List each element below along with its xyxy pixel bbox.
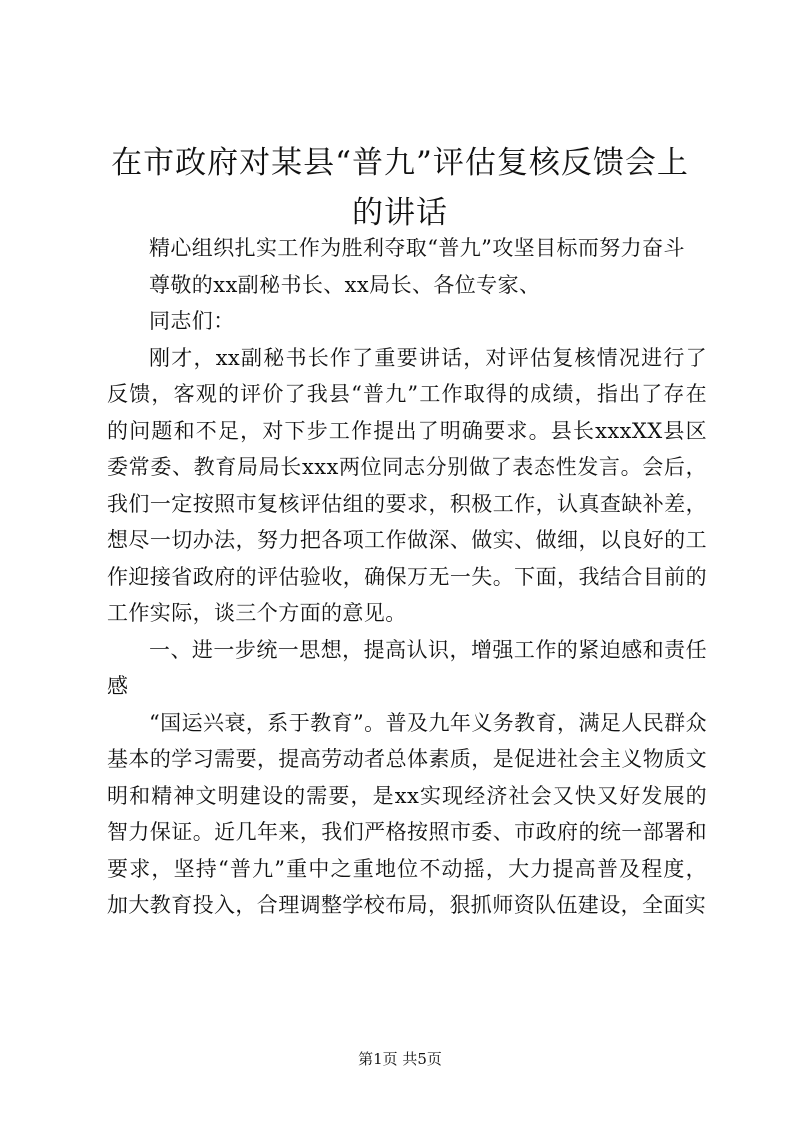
subtitle-paragraph: 精心组织扎实工作为胜利夺取“普九”攻坚目标而努力奋斗 xyxy=(149,236,685,260)
salutation-paragraph: 同志们： xyxy=(149,309,235,333)
body-paragraph: “国运兴衰，系于教育”。普及九年义务教育，满足人民群众基本的学习需要，提高劳动者总体素质，是促进社会主义物质文明和精神文明建设的需要，是xx实现经济社会又快又好发展的智力保证。近几年来，我们严格按照市委、市政府的统一部署和要求，坚持“普九”重中之重地位不动摇，大力提高普及程度，加大教育投入，合理调整学校布局，狠抓师资队伍建设，全面实 xyxy=(107,710,707,917)
salutation-paragraph: 尊敬的xx副秘书长、xx局长、各位专家、 xyxy=(149,272,541,297)
page-title: 在市政府对某县“普九”评估复核反馈会上的讲话 xyxy=(111,145,689,231)
section-heading: 一、进一步统一思想，提高认识，增强工作的紧迫感和责任感 xyxy=(107,637,707,698)
body-paragraph: 刚才，xx副秘书长作了重要讲话，对评估复核情况进行了反馈，客观的评价了我县“普九”工作取得的成绩，指出了存在的问题和不足，对下步工作提出了明确要求。县长xxxXX县区委常委、教育局局长xxx两位同志分别做了表态性发言。会后，我们一定按照市复核评估组的要求，积极工作，认真查缺补差，想尽一切办法，努力把各项工作做深、做实、做细，以良好的工作迎接省政府的评估验收，确保万无一失。下面，我结合目前的工作实际，谈三个方面的意见。 xyxy=(107,345,707,625)
document-body xyxy=(107,230,707,924)
page-footer: 第1页 共5页 xyxy=(358,1050,442,1068)
